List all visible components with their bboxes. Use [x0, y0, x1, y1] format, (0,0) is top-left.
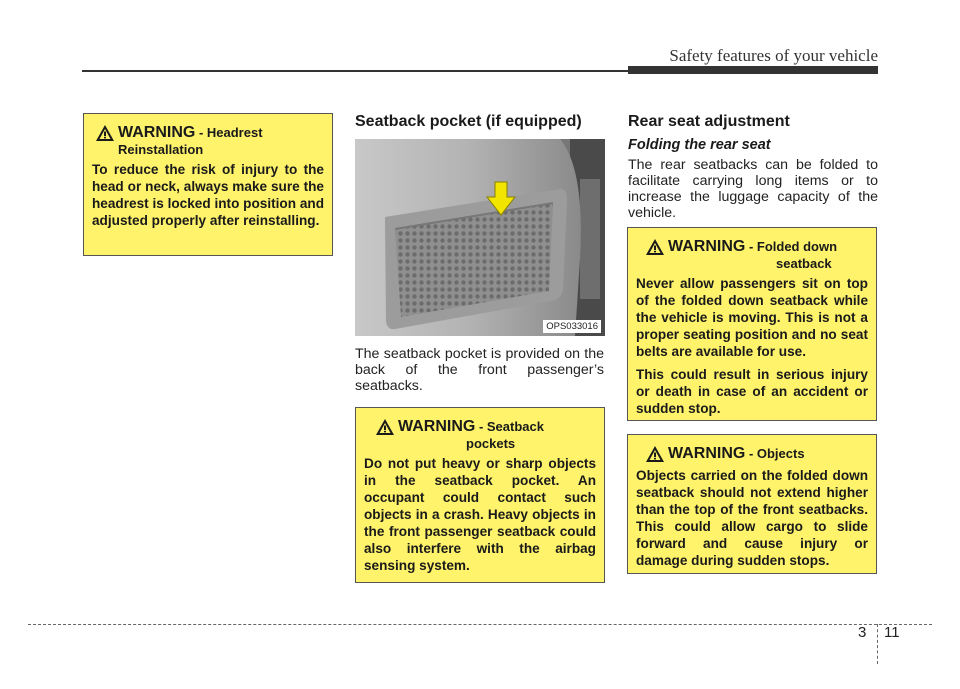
warning-word: WARNING: [118, 124, 196, 141]
warning-subject: - Headrest: [195, 125, 263, 140]
subheading-folding-rear-seat: Folding the rear seat: [628, 137, 771, 153]
warning-triangle-icon: [646, 446, 664, 462]
warning-subject-cont: Reinstallation: [118, 142, 204, 157]
section-heading-rear-seat: Rear seat adjustment: [628, 113, 790, 130]
seatback-illustration: [355, 139, 605, 336]
warning-word: WARNING: [668, 238, 746, 255]
footer-rule: [28, 624, 932, 625]
warning-box-objects: [627, 434, 877, 574]
warning-title: [636, 238, 868, 271]
seatback-pocket-photo: [355, 139, 605, 336]
warning-box-seatback-pockets: [355, 407, 605, 583]
warning-text-2: This could result in serious injury or death in case of an accident or sudden stop.: [636, 367, 868, 416]
section-heading-seatback-pocket: Seatback pocket (if equipped): [355, 113, 582, 130]
image-code: OPS033016: [543, 320, 601, 333]
warning-title: [636, 445, 868, 463]
warning-text: To reduce the risk of injury to the head or neck, always make sure the headrest is locked into position and adjusted properly after reinstalling.: [92, 162, 324, 228]
warning-title: [92, 124, 324, 157]
page-number: 11: [884, 624, 900, 641]
warning-subject-cont: pockets: [466, 436, 516, 451]
warning-word: WARNING: [668, 445, 746, 462]
header-rule: [82, 70, 630, 72]
warning-subject-cont: seatback: [776, 256, 832, 271]
warning-text: Never allow passengers sit on top of the folded down seatback while the vehicle is moving. This is not a proper seating position and no seat belts are available for use.: [636, 276, 868, 359]
running-header: Safety features of your vehicle: [669, 46, 878, 65]
warning-subject: - Folded down: [745, 239, 838, 254]
warning-triangle-icon: [646, 239, 664, 255]
warning-title: [364, 418, 596, 451]
warning-box-folded-seatback: [627, 227, 877, 421]
header-tab-bar: [628, 66, 878, 74]
seatback-pocket-text: The seatback pocket is provided on the back of the front passenger’s seatbacks.: [355, 346, 604, 394]
warning-subject: - Objects: [745, 446, 805, 461]
warning-subject: - Seatback: [475, 419, 544, 434]
chapter-number: 3: [858, 624, 867, 641]
warning-box-headrest: [83, 113, 333, 256]
warning-word: WARNING: [398, 418, 476, 435]
warning-triangle-icon: [376, 419, 394, 435]
warning-text: Objects carried on the folded down seatback should not extend higher than the top of the front seatbacks. This could allow cargo to slide forward and cause injury or damage during sudden stops.: [636, 468, 868, 568]
rear-seat-text: The rear seatbacks can be folded to facilitate carrying long items or to increase the luggage capacity of the vehicle.: [628, 157, 878, 221]
warning-text: Do not put heavy or sharp objects in the seatback pocket. An occupant could contact such objects in a crash. Heavy objects in the front passenger seatback could also interfere with the airbag sensing system.: [364, 456, 596, 573]
warning-triangle-icon: [96, 125, 114, 141]
footer-divider: [877, 624, 878, 664]
